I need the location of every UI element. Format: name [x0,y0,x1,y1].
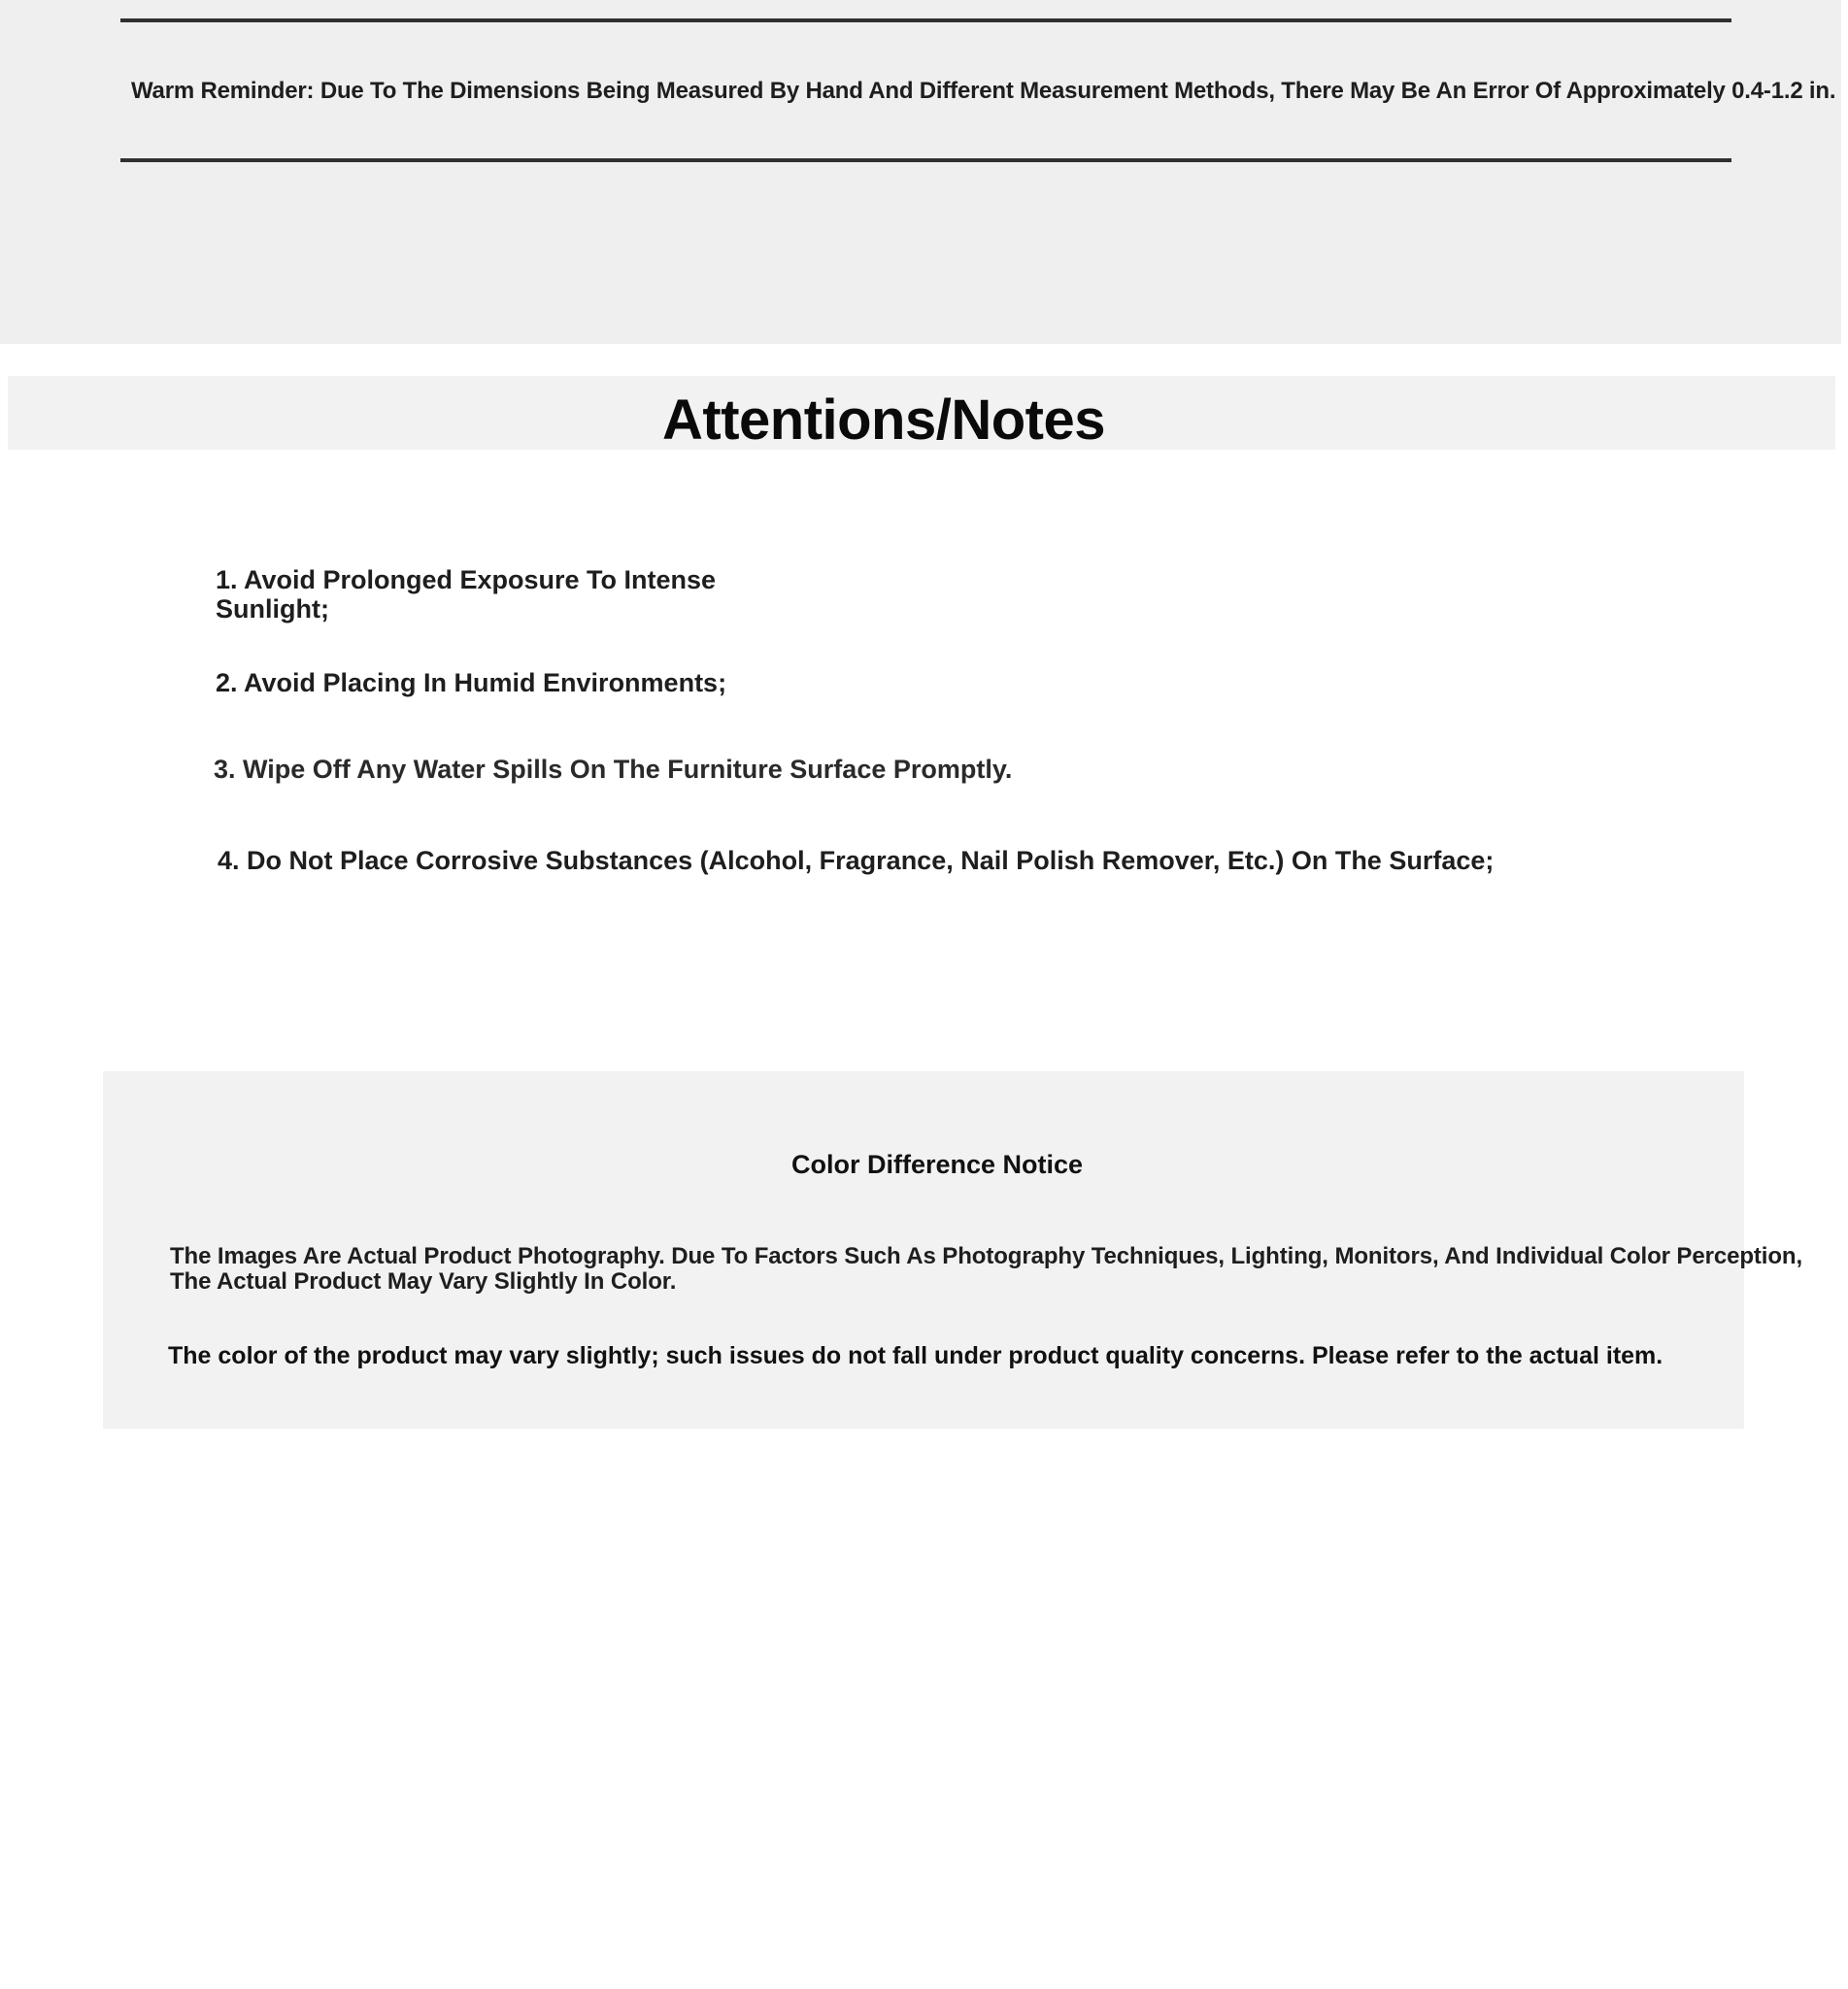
measurement-reminder-text: Warm Reminder: Due To The Dimensions Being Measured By Hand And Different Measurement Methods, There May Be An Error Of Approximately 0.4-1.2 in. [131,78,1836,104]
note-item-humidity: 2. Avoid Placing In Humid Environments; [216,668,727,697]
color-quality-disclaimer: The color of the product may vary slightly; such issues do not fall under product quality concerns. Please refer to the actual item. [168,1342,1663,1369]
notes-title: Attentions/Notes [662,388,1105,452]
color-difference-title: Color Difference Notice [790,1150,1084,1179]
note-item-sunlight: 1. Avoid Prolonged Exposure To Intense Sunlight; [216,565,717,624]
color-difference-paragraph: The Images Are Actual Product Photography. Due To Factors Such As Photography Techniques, Lighting, Monitors, And Individual Color Perception, The Actual Product May Vary Slightly In Color. [170,1243,1803,1295]
note-item-corrosive-substances: 4. Do Not Place Corrosive Substances (Alcohol, Fragrance, Nail Polish Remover, Etc.) On The Surface; [218,846,1495,875]
measurement-reminder-section [0,0,1841,344]
top-divider-line [120,18,1731,22]
note-item-water-spills: 3. Wipe Off Any Water Spills On The Furniture Surface Promptly. [214,755,1013,784]
bottom-divider-line [120,158,1731,162]
